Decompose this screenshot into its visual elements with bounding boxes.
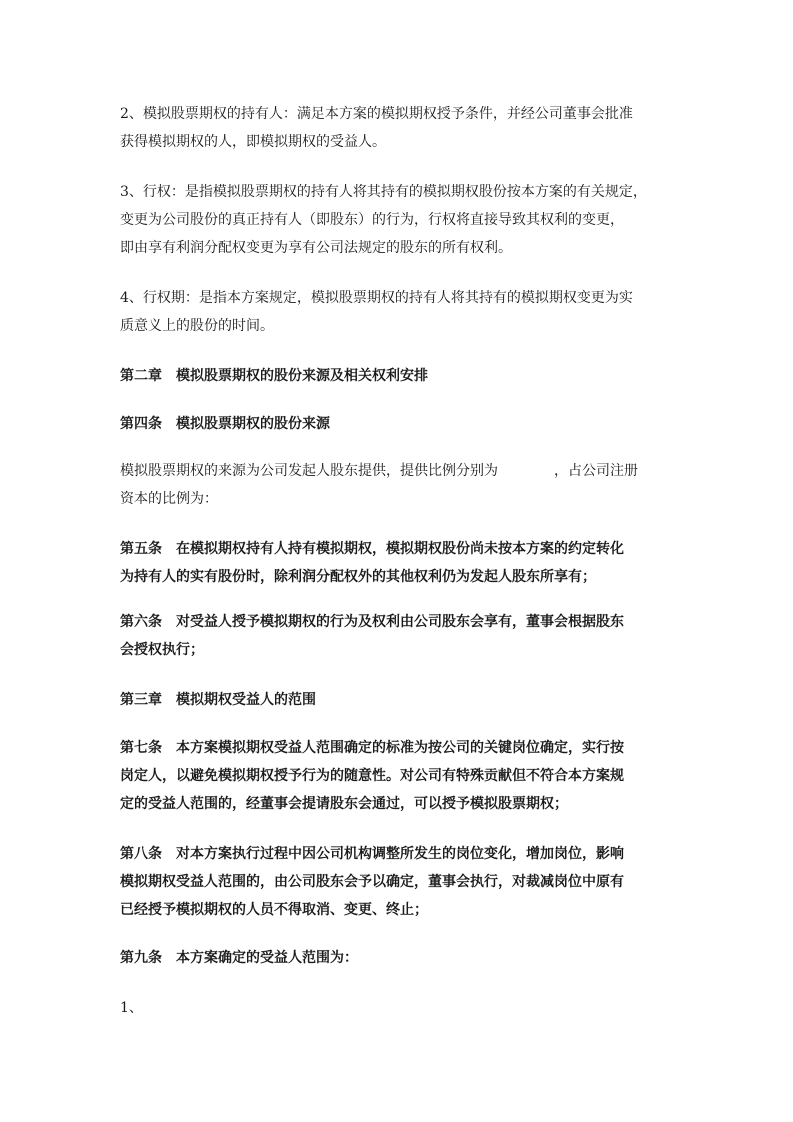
text-line: 3、行权：是指模拟股票期权的持有人将其持有的模拟期权股份按本方案的有关规定， xyxy=(120,184,647,200)
heading-text: 第四条 模拟股票期权的股份来源 xyxy=(120,416,330,432)
text-line: 获得模拟期权的人，即模拟期权的受益人。 xyxy=(120,134,386,150)
article-6 xyxy=(120,608,676,664)
text-line: 质意义上的股份的时间。 xyxy=(120,318,274,334)
text-line: 岗定人，以避免模拟期权授予行为的随意性。对公司有特殊贡献但不符合本方案规 xyxy=(120,768,624,784)
article-9 xyxy=(120,944,676,972)
paragraph-exercise-definition xyxy=(120,178,676,262)
text-line: 4、行权期：是指本方案规定，模拟股票期权的持有人将其持有的模拟期权变更为实 xyxy=(120,290,633,306)
text-line: 即由享有利润分配权变更为享有公司法规定的股东的所有权利。 xyxy=(120,240,512,256)
heading-text: 第三章 模拟期权受益人的范围 xyxy=(120,692,316,708)
chapter-heading-3 xyxy=(120,686,676,714)
text-line: 资本的比例为： xyxy=(120,491,218,507)
article-5 xyxy=(120,535,676,591)
paragraph-exercise-period-definition xyxy=(120,284,676,340)
text-line: 已经授予模拟期权的人员不得取消、变更、终止； xyxy=(120,902,428,918)
text-line: 变更为公司股份的真正持有人（即股东）的行为，行权将直接导致其权利的变更， xyxy=(120,212,624,228)
article-7 xyxy=(120,734,676,818)
text-line: 模拟期权受益人范围的，由公司股东会予以确定，董事会执行，对裁减岗位中原有 xyxy=(120,874,624,890)
text-segment: ，占公司注册 xyxy=(554,463,638,479)
text-line: 第七条 本方案模拟期权受益人范围确定的标准为按公司的关键岗位确定，实行按 xyxy=(120,740,624,756)
text-line: 2、模拟股票期权的持有人：满足本方案的模拟期权授予条件，并经公司董事会批准 xyxy=(120,106,633,122)
article-8 xyxy=(120,840,676,924)
article-heading-4 xyxy=(120,410,676,438)
text-line: 定的受益人范围的，经董事会提请股东会通过，可以授予模拟股票期权； xyxy=(120,796,568,812)
text-line: 第六条 对受益人授予模拟期权的行为及权利由公司股东会享有，董事会根据股东 xyxy=(120,614,624,630)
chapter-heading-2 xyxy=(120,362,676,390)
text-line: 第五条 在模拟期权持有人持有模拟期权，模拟期权股份尚未按本方案的约定转化 xyxy=(120,541,624,557)
heading-text: 第九条 本方案确定的受益人范围为： xyxy=(120,950,358,966)
paragraph-share-source xyxy=(120,457,676,513)
text-line: 为持有人的实有股份时，除利润分配权外的其他权利仍为发起人股东所享有； xyxy=(120,569,596,585)
text-line xyxy=(120,457,676,485)
heading-text: 第二章 模拟股票期权的股份来源及相关权利安排 xyxy=(120,368,428,384)
text-line: 会授权执行； xyxy=(120,642,204,658)
text-line: 1、 xyxy=(120,1000,143,1016)
list-item-1 xyxy=(120,994,676,1022)
text-line: 第八条 对本方案执行过程中因公司机构调整所发生的岗位变化，增加岗位，影响 xyxy=(120,846,624,862)
paragraph-holder-definition xyxy=(120,100,676,156)
text-segment: 模拟股票期权的来源为公司发起人股东提供，提供比例分别为 xyxy=(120,463,498,479)
